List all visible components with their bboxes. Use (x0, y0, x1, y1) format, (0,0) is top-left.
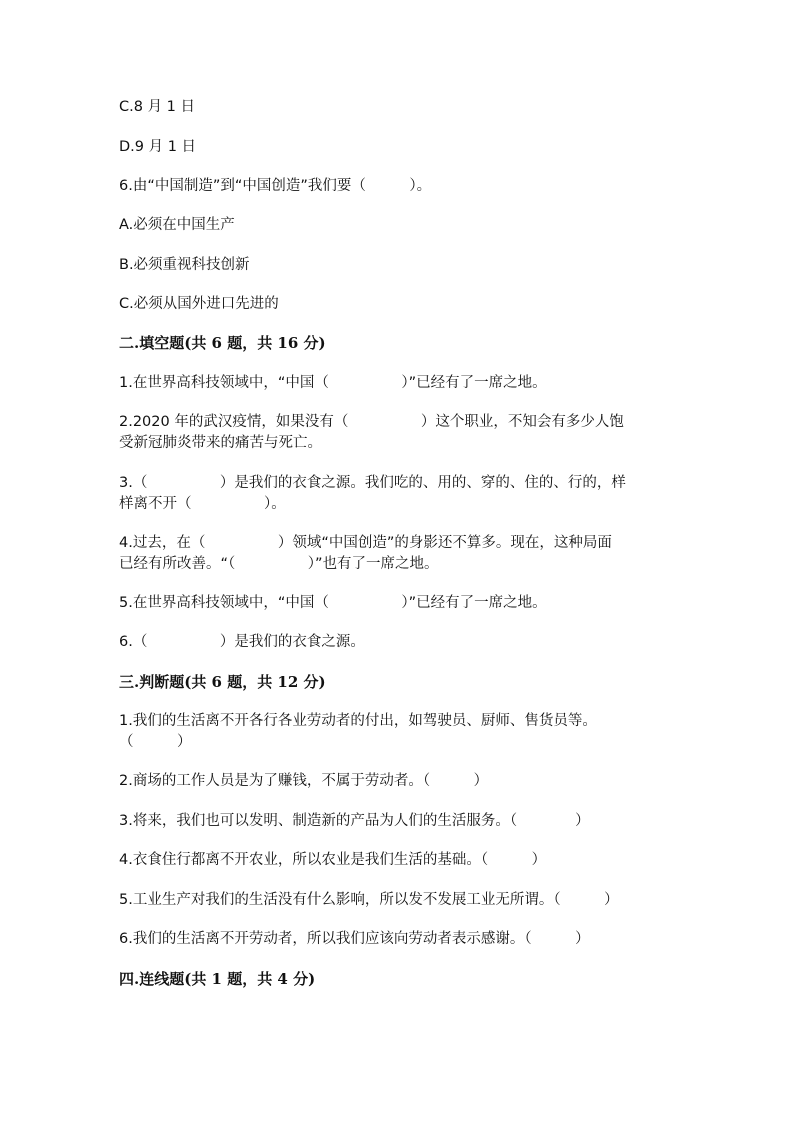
section3-item-6: 6.我们的生活离不开劳动者，所以我们应该向劳动者表示感谢。（ ） (119, 931, 590, 947)
section2-item-6: 6.（ ）是我们的衣食之源。 (119, 634, 365, 650)
section2-item-5: 5.在世界高科技领域中，“中国（ ）”已经有了一席之地。 (119, 595, 547, 611)
section2-item-3: 3.（ ）是我们的衣食之源。我们吃的、用的、穿的、住的、行的，样 (119, 475, 626, 491)
q6-stem: 6.由“中国制造”到“中国创造”我们要（ ）。 (119, 178, 432, 194)
q5-option-d: D.9 月 1 日 (119, 139, 197, 155)
section3-item-4: 4.衣食住行都离不开农业，所以农业是我们生活的基础。（ ） (119, 852, 547, 868)
section2-item-4: 4.过去，在（ ）领域“中国创造”的身影还不算多。现在，这种局面 (119, 535, 612, 551)
section3-item-2: 2.商场的工作人员是为了赚钱，不属于劳动者。（ ） (119, 773, 489, 789)
q5-option-c: C.8 月 1 日 (119, 99, 196, 115)
section3-item-1-cont: （ ） (119, 734, 192, 750)
section2-heading: 二.填空题(共 6 题，共 16 分) (119, 334, 326, 352)
q6-option-b: B.必须重视科技创新 (119, 257, 250, 273)
section3-item-5: 5.工业生产对我们的生活没有什么影响，所以发不发展工业无所谓。（ ） (119, 892, 619, 908)
section3-item-3: 3.将来，我们也可以发明、制造新的产品为人们的生活服务。（ ） (119, 813, 590, 829)
q6-option-c: C.必须从国外进口先进的 (119, 296, 279, 312)
q6-option-a: A.必须在中国生产 (119, 217, 235, 233)
section3-heading: 三.判断题(共 6 题，共 12 分) (119, 673, 326, 691)
section4-heading: 四.连线题(共 1 题，共 4 分) (119, 970, 316, 988)
section2-item-2: 2.2020 年的武汉疫情，如果没有（ ）这个职业，不知会有多少人饱 (119, 414, 624, 430)
section2-item-4-cont: 已经有所改善。“（ ）”也有了一席之地。 (119, 556, 439, 572)
section2-item-1: 1.在世界高科技领域中，“中国（ ）”已经有了一席之地。 (119, 375, 547, 391)
section2-item-2-cont: 受新冠肺炎带来的痛苦与死亡。 (119, 435, 322, 451)
section3-item-1: 1.我们的生活离不开各行各业劳动者的付出，如驾驶员、厨师、售货员等。 (119, 713, 597, 729)
section2-item-3-cont: 样离不开（ ）。 (119, 496, 286, 512)
